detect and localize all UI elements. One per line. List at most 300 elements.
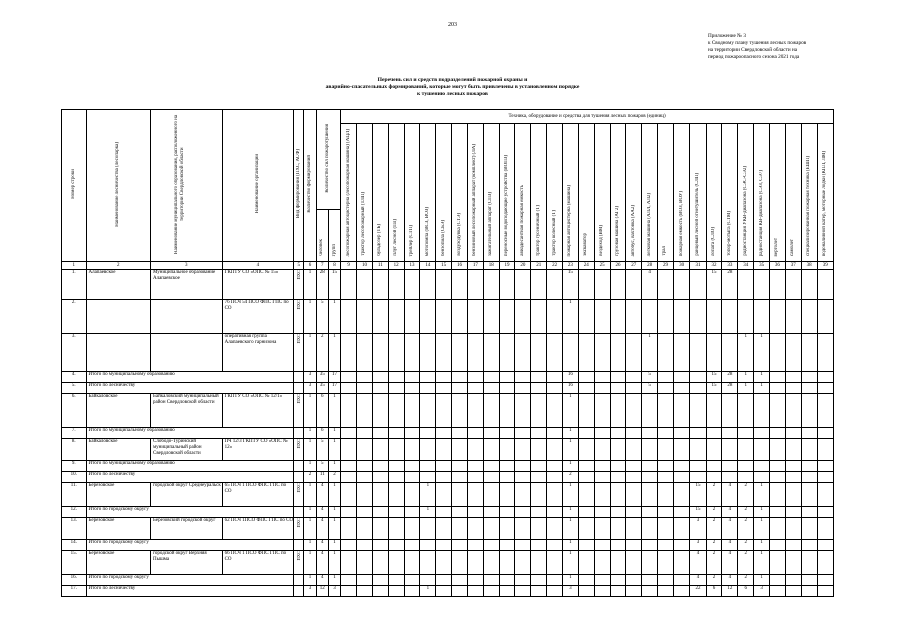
equipment-cell-27 <box>626 394 642 428</box>
equipment-cell-24 <box>578 551 594 575</box>
equipment-cell-27 <box>626 270 642 300</box>
equipment-cell-30 <box>673 383 689 394</box>
equipment-cell-24 <box>578 575 594 586</box>
people-count: 5 <box>316 439 328 461</box>
equipment-cell-15 <box>436 507 452 518</box>
equipment-cell-21 <box>531 461 547 472</box>
header-equipment-18 <box>483 124 499 262</box>
header-equipment-30 <box>673 124 689 262</box>
equipment-cell-11 <box>372 394 388 428</box>
equipment-cell-11 <box>372 483 388 507</box>
equipment-cell-39 <box>817 518 833 540</box>
row-number: 5. <box>62 383 87 394</box>
equipment-cell-34: 1 <box>738 383 754 394</box>
equipment-cell-36 <box>770 586 786 597</box>
equipment-cell-34 <box>738 428 754 439</box>
equipment-cell-13 <box>404 540 420 551</box>
equipment-cell-15 <box>436 334 452 372</box>
equipment-cell-25 <box>594 540 610 551</box>
equipment-cell-21 <box>531 551 547 575</box>
equipment-cell-27 <box>626 507 642 518</box>
equipment-cell-25 <box>594 270 610 300</box>
groups-count: 15 <box>328 270 340 300</box>
equipment-cell-22 <box>547 439 563 461</box>
equipment-cell-29 <box>658 300 674 334</box>
equipment-cell-9 <box>341 394 357 428</box>
equipment-cell-37 <box>785 483 801 507</box>
equipment-cell-17 <box>467 428 483 439</box>
equipment-cell-26 <box>610 507 626 518</box>
equipment-cell-12 <box>388 300 404 334</box>
equipment-cell-37 <box>785 334 801 372</box>
header-equipment-38 <box>801 124 817 262</box>
header-equipment-36 <box>770 124 786 262</box>
formation-type <box>294 300 304 334</box>
header-equipment-13-text: трейлер (СТП) <box>408 224 414 256</box>
equipment-cell-32 <box>706 461 722 472</box>
header-equipment-20 <box>515 124 531 262</box>
equipment-cell-25 <box>594 372 610 383</box>
equipment-cell-23: 1 <box>563 461 579 472</box>
equipment-cell-29 <box>658 334 674 372</box>
equipment-cell-31 <box>690 394 706 428</box>
equipment-cell-19 <box>499 507 515 518</box>
equipment-cell-14 <box>420 439 436 461</box>
equipment-cell-36 <box>770 334 786 372</box>
header-equipment-32 <box>706 124 722 262</box>
equipment-cell-10 <box>357 507 373 518</box>
equipment-cell-39 <box>817 334 833 372</box>
header-equipment-9 <box>341 124 357 262</box>
equipment-cell-20 <box>515 383 531 394</box>
equipment-cell-14 <box>420 372 436 383</box>
equipment-cell-27 <box>626 483 642 507</box>
total-row <box>62 461 834 472</box>
header-formation-count <box>304 110 316 262</box>
equipment-cell-33: 4 <box>722 551 738 575</box>
equipment-cell-34 <box>738 300 754 334</box>
column-number: 33 <box>722 262 738 270</box>
equipment-cell-9 <box>341 334 357 372</box>
equipment-cell-22 <box>547 372 563 383</box>
equipment-cell-26 <box>610 334 626 372</box>
equipment-cell-37 <box>785 540 801 551</box>
equipment-cell-35: 1 <box>754 372 770 383</box>
equipment-cell-37 <box>785 270 801 300</box>
formation-type <box>294 461 304 472</box>
equipment-cell-26 <box>610 394 626 428</box>
groups-count: 1 <box>328 300 340 334</box>
equipment-cell-38 <box>801 394 817 428</box>
equipment-cell-24 <box>578 428 594 439</box>
equipment-cell-35 <box>754 394 770 428</box>
header-people <box>316 210 328 262</box>
equipment-cell-34 <box>738 394 754 428</box>
header-equipment-17-text: бензиновый лесопожарный аппарат (комплект) (ЛА) <box>472 144 478 256</box>
equipment-cell-9 <box>341 551 357 575</box>
column-number: 37 <box>785 262 801 270</box>
equipment-cell-31: 3 <box>690 540 706 551</box>
header-equipment-24 <box>578 124 594 262</box>
header-equipment-25-text: вездеход (ВМ) <box>599 225 605 256</box>
equipment-cell-33 <box>722 461 738 472</box>
forestry-name: Березовское <box>86 518 150 540</box>
appendix-line: к Сводному плану тушения лесных пожаров <box>708 40 807 46</box>
formation-count: 1 <box>304 270 316 300</box>
table-row <box>62 394 834 428</box>
equipment-cell-39 <box>817 439 833 461</box>
formation-type <box>294 428 304 439</box>
equipment-cell-39 <box>817 472 833 483</box>
equipment-cell-22 <box>547 394 563 428</box>
equipment-cell-37 <box>785 383 801 394</box>
column-number: 3 <box>150 262 222 270</box>
equipment-cell-21 <box>531 300 547 334</box>
equipment-cell-23: 1 <box>563 575 579 586</box>
equipment-cell-21 <box>531 586 547 597</box>
equipment-cell-34 <box>738 439 754 461</box>
total-row <box>62 383 834 394</box>
column-number: 14 <box>420 262 436 270</box>
total-label: Итого по муниципальному образованию <box>86 428 294 439</box>
row-number: 17. <box>62 586 87 597</box>
equipment-cell-16 <box>452 483 468 507</box>
column-number: 18 <box>483 262 499 270</box>
equipment-cell-9 <box>341 540 357 551</box>
equipment-cell-28 <box>642 586 658 597</box>
equipment-cell-39 <box>817 428 833 439</box>
equipment-cell-35: 3 <box>754 586 770 597</box>
header-equipment-33 <box>722 124 738 262</box>
equipment-cell-27 <box>626 372 642 383</box>
equipment-cell-19 <box>499 439 515 461</box>
equipment-cell-31 <box>690 270 706 300</box>
people-count: 4 <box>316 518 328 540</box>
equipment-cell-20 <box>515 507 531 518</box>
column-number: 35 <box>754 262 770 270</box>
equipment-cell-16 <box>452 372 468 383</box>
equipment-cell-36 <box>770 428 786 439</box>
equipment-cell-18 <box>483 394 499 428</box>
equipment-cell-24 <box>578 586 594 597</box>
formation-count: 3 <box>304 586 316 597</box>
equipment-cell-27 <box>626 428 642 439</box>
formation-type <box>294 334 304 372</box>
equipment-cell-34: 6 <box>738 586 754 597</box>
equipment-cell-12 <box>388 334 404 372</box>
equipment-cell-11 <box>372 270 388 300</box>
row-number: 2. <box>62 300 87 334</box>
equipment-cell-26 <box>610 472 626 483</box>
equipment-cell-9 <box>341 483 357 507</box>
equipment-cell-13 <box>404 372 420 383</box>
equipment-cell-22 <box>547 270 563 300</box>
equipment-cell-22 <box>547 575 563 586</box>
header-equipment-14-text: мотопомпа (ВСЗ, ВОЗ) <box>424 206 430 256</box>
equipment-cell-17 <box>467 540 483 551</box>
equipment-cell-17 <box>467 472 483 483</box>
equipment-cell-19 <box>499 551 515 575</box>
people-count: 4 <box>316 540 328 551</box>
equipment-cell-15 <box>436 540 452 551</box>
people-count: 5 <box>316 300 328 334</box>
equipment-cell-25 <box>594 334 610 372</box>
equipment-cell-20 <box>515 270 531 300</box>
equipment-cell-39 <box>817 540 833 551</box>
organization-name: ГКПТУ СО «ОПС № 12/1» <box>222 394 294 428</box>
equipment-cell-29 <box>658 383 674 394</box>
equipment-cell-31 <box>690 300 706 334</box>
equipment-cell-39 <box>817 507 833 518</box>
equipment-cell-18 <box>483 483 499 507</box>
equipment-cell-26 <box>610 439 626 461</box>
page-number: 203 <box>448 22 457 28</box>
equipment-cell-16 <box>452 270 468 300</box>
equipment-cell-20 <box>515 575 531 586</box>
equipment-cell-16 <box>452 551 468 575</box>
equipment-cell-38 <box>801 300 817 334</box>
formation-count: 1 <box>304 518 316 540</box>
equipment-cell-24 <box>578 300 594 334</box>
column-number: 12 <box>388 262 404 270</box>
equipment-cell-16 <box>452 472 468 483</box>
header-equipment-31-text: ранцевый лесной огнетушитель (СЛП) <box>694 173 700 256</box>
equipment-cell-20 <box>515 300 531 334</box>
people-count: 28 <box>316 270 328 300</box>
header-equipment-15 <box>436 124 452 262</box>
equipment-cell-38 <box>801 518 817 540</box>
equipment-cell-12 <box>388 575 404 586</box>
equipment-cell-19 <box>499 586 515 597</box>
equipment-cell-23: 16 <box>563 372 579 383</box>
equipment-cell-28 <box>642 394 658 428</box>
equipment-cell-13 <box>404 428 420 439</box>
equipment-cell-18 <box>483 551 499 575</box>
formation-type-text: ПХС <box>295 270 301 280</box>
equipment-cell-17 <box>467 383 483 394</box>
equipment-cell-10 <box>357 334 373 372</box>
equipment-cell-9 <box>341 270 357 300</box>
equipment-cell-22 <box>547 461 563 472</box>
formation-type <box>294 270 304 300</box>
header-equipment-16-text: воздуходувка (СТЭ) <box>456 213 462 256</box>
equipment-cell-18 <box>483 270 499 300</box>
equipment-cell-10 <box>357 439 373 461</box>
formation-count: 1 <box>304 428 316 439</box>
row-number: 14. <box>62 540 87 551</box>
header-row-number-text: Номер строки <box>70 169 76 199</box>
equipment-cell-21 <box>531 334 547 372</box>
equipment-cell-18 <box>483 575 499 586</box>
equipment-cell-39 <box>817 575 833 586</box>
equipment-cell-9 <box>341 300 357 334</box>
equipment-cell-36 <box>770 507 786 518</box>
equipment-cell-23: 1 <box>563 507 579 518</box>
groups-count: 1 <box>328 394 340 428</box>
header-formation-type-text: Вид формирования (ПХС, АСФ) <box>295 149 301 219</box>
header-equipment-22 <box>547 124 563 262</box>
equipment-cell-34: 2 <box>738 483 754 507</box>
equipment-cell-33: 4 <box>722 507 738 518</box>
formation-type-text: ПХС <box>295 394 301 404</box>
equipment-cell-28 <box>642 483 658 507</box>
equipment-cell-23: 3 <box>563 586 579 597</box>
equipment-cell-24 <box>578 372 594 383</box>
column-number: 22 <box>547 262 563 270</box>
total-row <box>62 540 834 551</box>
equipment-cell-38 <box>801 551 817 575</box>
header-equipment-23-text: пожарная автоцистерна (машина) <box>567 184 573 256</box>
table-row <box>62 300 834 334</box>
equipment-cell-39 <box>817 586 833 597</box>
people-count: 4 <box>316 551 328 575</box>
equipment-cell-30 <box>673 472 689 483</box>
equipment-cell-31 <box>690 428 706 439</box>
equipment-cell-17 <box>467 586 483 597</box>
equipment-cell-29 <box>658 586 674 597</box>
organization-name: 66 ПСЧ 1 ПСО ФПС ГПС по СО <box>222 551 294 575</box>
equipment-cell-25 <box>594 518 610 540</box>
equipment-cell-22 <box>547 472 563 483</box>
equipment-cell-19 <box>499 461 515 472</box>
equipment-cell-34: 2 <box>738 507 754 518</box>
document-title <box>230 77 675 99</box>
equipment-cell-36 <box>770 551 786 575</box>
total-label: Итого по муниципальному образованию <box>86 372 294 383</box>
equipment-cell-24 <box>578 472 594 483</box>
people-count: 4 <box>316 575 328 586</box>
equipment-cell-32 <box>706 439 722 461</box>
equipment-cell-32 <box>706 394 722 428</box>
formation-type-text: ПХС <box>295 483 301 493</box>
groups-count: 1 <box>328 334 340 372</box>
appendix-line: период пожароопасного сезона 2021 года <box>708 54 800 60</box>
equipment-cell-29 <box>658 472 674 483</box>
equipment-cell-10 <box>357 300 373 334</box>
equipment-cell-11 <box>372 428 388 439</box>
header-organization <box>222 110 294 262</box>
header-equipment-25 <box>594 124 610 262</box>
equipment-cell-16 <box>452 461 468 472</box>
formation-type-text: ПХС <box>295 518 301 528</box>
equipment-cell-39 <box>817 270 833 300</box>
header-equipment-32-text: лопата (СЛО) <box>711 226 717 256</box>
equipment-cell-26 <box>610 428 626 439</box>
title-line: к тушению лесных пожаров <box>417 91 488 98</box>
table-row <box>62 483 834 507</box>
column-number: 25 <box>594 262 610 270</box>
total-row <box>62 586 834 597</box>
organization-name: ГКПТУ СО «ОПС № 15» <box>222 270 294 300</box>
equipment-cell-25 <box>594 428 610 439</box>
table-row <box>62 518 834 540</box>
equipment-cell-9 <box>341 575 357 586</box>
equipment-cell-15 <box>436 394 452 428</box>
equipment-cell-13 <box>404 575 420 586</box>
forestry-name: Березовское <box>86 483 150 507</box>
formation-count: 1 <box>304 439 316 461</box>
table-row <box>62 439 834 461</box>
header-equipment-39 <box>817 124 833 262</box>
equipment-cell-11 <box>372 586 388 597</box>
equipment-cell-37 <box>785 575 801 586</box>
equipment-cell-21 <box>531 483 547 507</box>
equipment-cell-38 <box>801 439 817 461</box>
equipment-cell-32 <box>706 300 722 334</box>
equipment-cell-25 <box>594 472 610 483</box>
groups-count: 1 <box>328 461 340 472</box>
equipment-cell-30 <box>673 551 689 575</box>
column-number: 1 <box>62 262 87 270</box>
equipment-cell-17 <box>467 461 483 472</box>
equipment-cell-25 <box>594 461 610 472</box>
equipment-cell-31 <box>690 472 706 483</box>
equipment-cell-29 <box>658 575 674 586</box>
equipment-cell-17 <box>467 270 483 300</box>
equipment-cell-39 <box>817 461 833 472</box>
equipment-cell-34: 2 <box>738 575 754 586</box>
equipment-cell-13 <box>404 394 420 428</box>
header-equipment-37 <box>785 124 801 262</box>
formation-type <box>294 383 304 394</box>
equipment-cell-25 <box>594 551 610 575</box>
equipment-cell-9 <box>341 461 357 472</box>
formation-count: 3 <box>304 383 316 394</box>
equipment-cell-25 <box>594 394 610 428</box>
formation-count: 1 <box>304 575 316 586</box>
equipment-cell-15 <box>436 383 452 394</box>
organization-name: 65 ПСЧ 1 ПСО ФПС ГПС по СО <box>222 483 294 507</box>
total-label: Итого по городскому округу <box>86 575 294 586</box>
equipment-cell-37 <box>785 372 801 383</box>
equipment-cell-29 <box>658 461 674 472</box>
equipment-cell-33: 4 <box>722 575 738 586</box>
equipment-cell-29 <box>658 439 674 461</box>
equipment-cell-30 <box>673 483 689 507</box>
equipment-cell-37 <box>785 507 801 518</box>
equipment-cell-36 <box>770 483 786 507</box>
equipment-cell-21 <box>531 507 547 518</box>
equipment-cell-20 <box>515 551 531 575</box>
header-equipment-26-text: грузовая машина (АГ2) <box>614 206 620 256</box>
column-number: 11 <box>372 262 388 270</box>
header-equipment-33-text: топор-мотыга (СТМ) <box>726 211 732 256</box>
equipment-cell-34: 2 <box>738 518 754 540</box>
groups-count: 1 <box>328 540 340 551</box>
equipment-cell-19 <box>499 428 515 439</box>
equipment-cell-21 <box>531 394 547 428</box>
equipment-cell-26 <box>610 483 626 507</box>
organization-name: оперативная группа Алапаевского гарнизона <box>222 334 294 372</box>
formation-type <box>294 507 304 518</box>
header-equipment-21 <box>531 124 547 262</box>
formation-count: 1 <box>304 300 316 334</box>
equipment-cell-19 <box>499 300 515 334</box>
equipment-cell-21 <box>531 372 547 383</box>
equipment-cell-10 <box>357 472 373 483</box>
equipment-cell-17 <box>467 483 483 507</box>
equipment-cell-33 <box>722 394 738 428</box>
total-row <box>62 575 834 586</box>
equipment-cell-19 <box>499 334 515 372</box>
formation-type <box>294 483 304 507</box>
equipment-cell-13 <box>404 334 420 372</box>
equipment-cell-14 <box>420 575 436 586</box>
header-equipment-27 <box>626 124 642 262</box>
equipment-cell-36 <box>770 472 786 483</box>
equipment-cell-35: 1 <box>754 575 770 586</box>
equipment-cell-31 <box>690 372 706 383</box>
